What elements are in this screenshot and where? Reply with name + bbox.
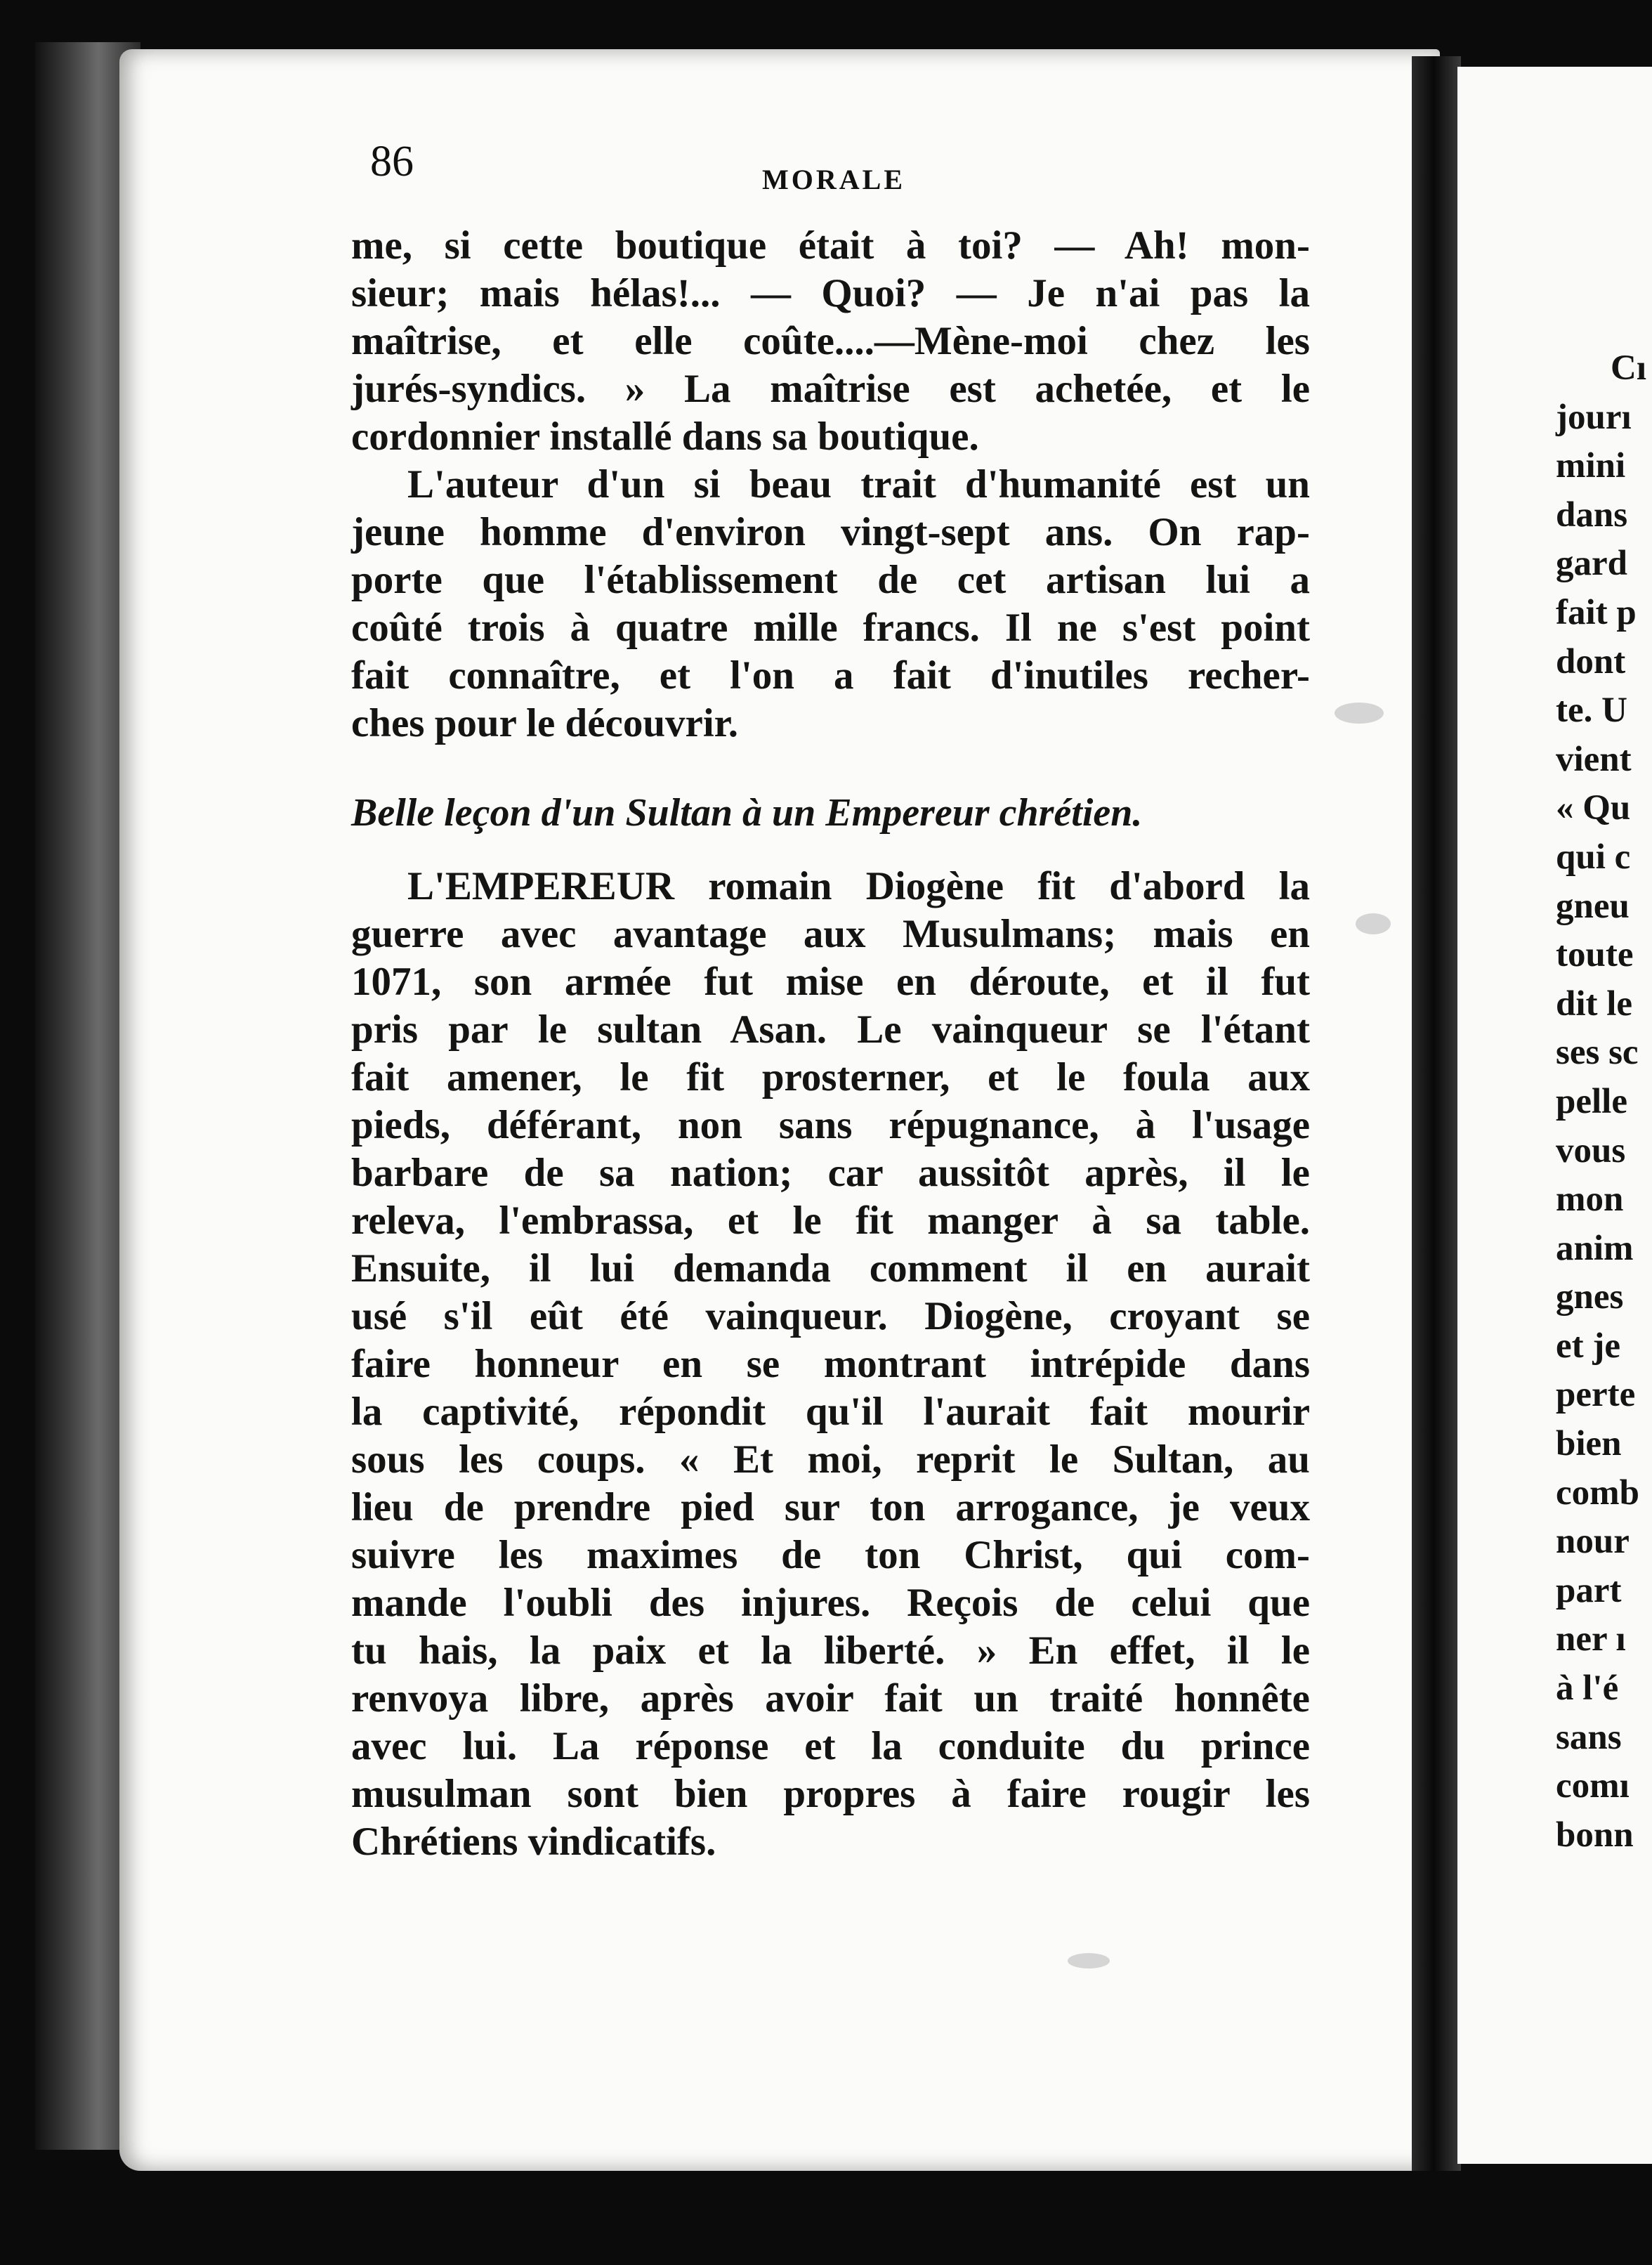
ink-smudge (1356, 913, 1391, 934)
text-line-fragment: à l'é (1556, 1669, 1619, 1709)
text-line-fragment: ses sc (1556, 1033, 1639, 1073)
text-line: Ensuite, il lui demanda comment il en aurait (351, 1246, 1310, 1291)
ink-smudge (1068, 1953, 1110, 1969)
text-line: coûté trois à quatre mille francs. Il ne s'est point (351, 606, 1310, 650)
text-line-fragment: mini (1556, 446, 1626, 486)
text-line: 1071, son armée fut mise en déroute, et il fut (351, 960, 1310, 1004)
text-line: sieur; mais hélas!... — Quoi? — Je n'ai pas la (351, 271, 1310, 315)
text-line: faire honneur en se montrant intrépide dans (351, 1342, 1310, 1386)
text-line: lieu de prendre pied sur ton arrogance, je veux (351, 1485, 1310, 1529)
book-gutter (1412, 56, 1461, 2171)
text-line: jurés-syndics. » La maîtrise est achetée, et le (351, 367, 1310, 411)
text-line: cordonnier installé dans sa boutique. (351, 415, 979, 459)
text-line-fragment: gneu (1556, 886, 1630, 926)
paragraph-sultan (351, 863, 1310, 1866)
text-line-fragment: vous (1556, 1130, 1626, 1170)
text-line-fragment: comb (1556, 1473, 1639, 1513)
text-line: ches pour le découvrir. (351, 701, 738, 745)
text-line-fragment: vient (1556, 739, 1632, 779)
text-line: usé s'il eût été vainqueur. Diogène, croyant se (351, 1294, 1310, 1338)
text-line-fragment: pelle (1556, 1081, 1627, 1121)
text-line-fragment: gard (1556, 544, 1627, 584)
text-line-fragment: fait p (1556, 592, 1637, 632)
text-line: guerre avec avantage aux Musulmans; mais en (351, 912, 1310, 956)
text-line: maîtrise, et elle coûte....—Mène-moi chez les (351, 319, 1310, 363)
text-line: porte que l'établissement de cet artisan lui a (351, 558, 1310, 602)
text-line-fragment: gnes (1556, 1277, 1624, 1317)
page-number: 86 (370, 138, 414, 185)
text-line: fait connaître, et l'on a fait d'inutiles recher- (351, 653, 1310, 698)
text-line-fragment: jourı (1556, 397, 1632, 437)
paragraph-humanity (351, 461, 1310, 748)
text-line-fragment: part (1556, 1570, 1622, 1610)
text-line: fait amener, le fit prosterner, et le foula aux (351, 1055, 1310, 1099)
right-page-text (1556, 344, 1646, 1860)
text-line: mande l'oubli des injures. Reçois de celui que (351, 1581, 1310, 1625)
text-line: tu hais, la paix et la liberté. » En effet, il le (351, 1628, 1310, 1673)
text-line-fragment: bien (1556, 1424, 1622, 1464)
text-line: avec lui. La réponse et la conduite du prince (351, 1724, 1310, 1768)
text-line-fragment: « Qu (1556, 788, 1631, 828)
text-line: L'EMPEREUR romain Diogène fit d'abord la (407, 864, 1310, 908)
text-line-fragment: anim (1556, 1228, 1634, 1268)
paragraph-continuation (351, 222, 1310, 461)
text-line-fragment: ner ı (1556, 1619, 1626, 1659)
text-line: L'auteur d'un si beau trait d'humanité est un (407, 462, 1310, 507)
text-line: barbare de sa nation; car aussitôt après, il le (351, 1151, 1310, 1195)
text-line-fragment: dans (1556, 495, 1628, 535)
text-line: suivre les maximes de ton Christ, qui com- (351, 1533, 1310, 1577)
running-head: MORALE (762, 164, 905, 195)
text-line-fragment: mon (1556, 1180, 1624, 1220)
text-line: Chrétiens vindicatifs. (351, 1820, 716, 1864)
text-line: pieds, déférant, non sans répugnance, à l'usage (351, 1103, 1310, 1147)
text-line-fragment: et je (1556, 1326, 1620, 1366)
text-line-fragment: qui c (1556, 837, 1631, 877)
text-line: releva, l'embrassa, et le fit manger à sa table. (351, 1199, 1310, 1243)
section-title: Belle leçon d'un Sultan à un Empereur chrétien. (351, 791, 1143, 835)
text-line-fragment: perte (1556, 1375, 1636, 1415)
text-line-fragment: sans (1556, 1717, 1622, 1757)
text-line-fragment: dit le (1556, 984, 1633, 1024)
text-line-fragment: comı (1556, 1766, 1630, 1806)
text-line-fragment: te. U (1556, 691, 1627, 731)
text-line: renvoya libre, après avoir fait un traité honnête (351, 1676, 1310, 1721)
text-line: musulman sont bien propres à faire rougir les (351, 1772, 1310, 1816)
text-line-fragment: dont (1556, 641, 1626, 681)
text-line: pris par le sultan Asan. Le vainqueur se l'étant (351, 1007, 1310, 1052)
ink-smudge (1335, 703, 1384, 724)
text-line-fragment: nour (1556, 1522, 1630, 1562)
text-line: jeune homme d'environ vingt-sept ans. On rap- (351, 510, 1310, 554)
text-line-fragment: bonn (1556, 1815, 1634, 1855)
text-line-fragment: Cı (1611, 348, 1646, 388)
text-line: la captivité, répondit qu'il l'aurait fait mourir (351, 1390, 1310, 1434)
text-line: sous les coups. « Et moi, reprit le Sultan, au (351, 1437, 1310, 1482)
text-line-fragment: toute (1556, 935, 1634, 975)
text-line: me, si cette boutique était à toi? — Ah! mon- (351, 223, 1310, 268)
